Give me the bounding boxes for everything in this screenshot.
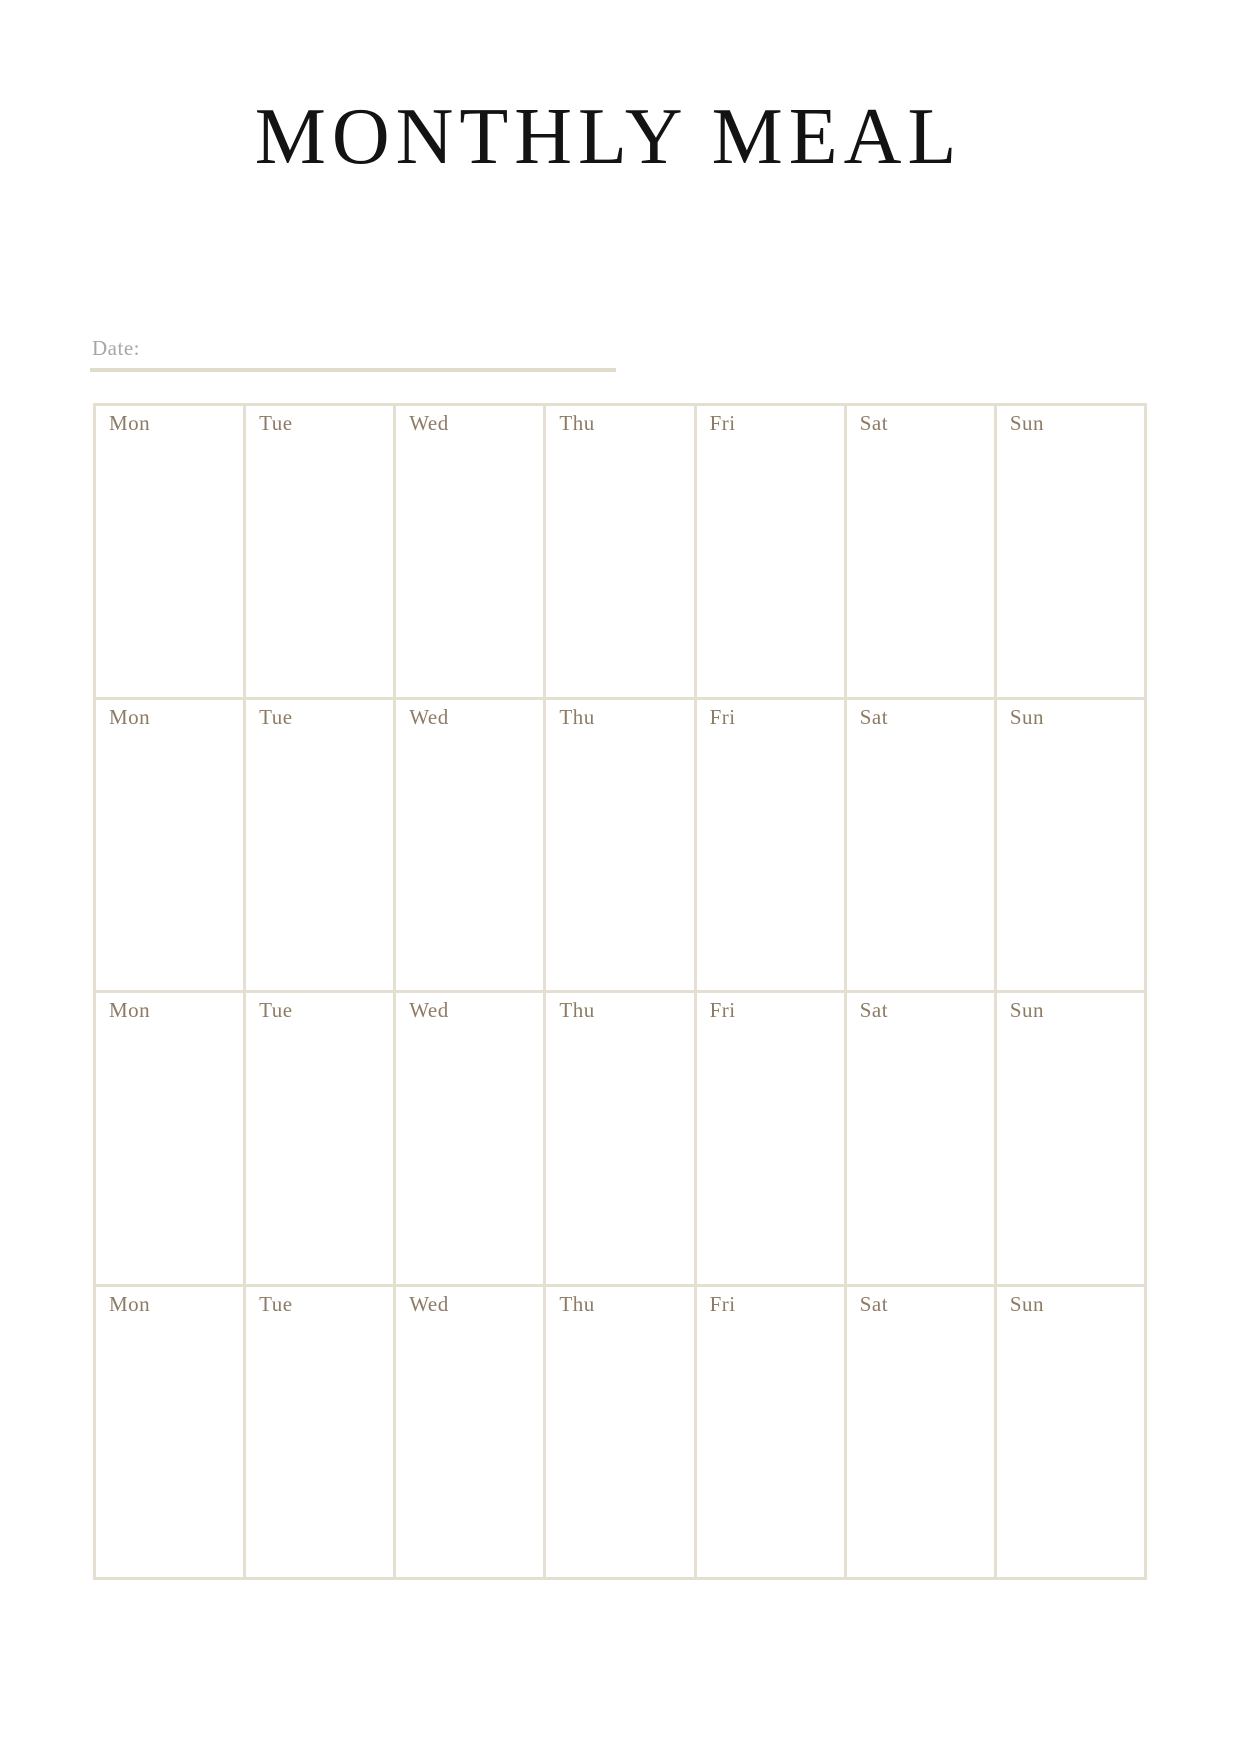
day-cell-week2-wed[interactable] [396,700,543,991]
day-label-thu: Thu [559,1291,595,1316]
day-cell-week2-fri[interactable] [697,700,844,991]
date-label: Date: [92,336,140,360]
day-cell-week3-thu[interactable] [546,993,693,1284]
day-cell-week1-sun[interactable] [997,406,1144,697]
meal-calendar-grid [93,403,1147,1580]
day-label-thu: Thu [559,998,595,1022]
day-label-sun: Sun [1009,704,1045,729]
day-cell-week2-sun[interactable] [997,700,1144,991]
day-cell-week3-mon[interactable] [96,993,243,1284]
day-label-fri: Fri [709,1291,736,1316]
day-cell-week1-thu[interactable] [546,406,693,697]
day-label-fri: Fri [709,411,736,435]
day-cell-week1-tue[interactable] [246,406,393,697]
day-cell-week4-wed[interactable] [396,1287,543,1578]
day-label-mon: Mon [109,1291,151,1316]
date-input-line[interactable] [90,368,616,372]
day-label-sat: Sat [859,1291,889,1316]
day-cell-week3-sat[interactable] [847,993,994,1284]
day-cell-week2-mon[interactable] [96,700,243,991]
day-label-thu: Thu [559,411,595,435]
day-cell-week1-mon[interactable] [96,406,243,697]
day-cell-week3-fri[interactable] [697,993,844,1284]
day-cell-week4-mon[interactable] [96,1287,243,1578]
day-label-sat: Sat [859,411,889,435]
day-label-tue: Tue [259,998,293,1022]
day-label-thu: Thu [559,704,595,729]
day-cell-week2-thu[interactable] [546,700,693,991]
day-cell-week3-sun[interactable] [997,993,1144,1284]
day-cell-week4-sat[interactable] [847,1287,994,1578]
day-label-wed: Wed [409,704,449,729]
day-cell-week1-sat[interactable] [847,406,994,697]
day-cell-week3-wed[interactable] [396,993,543,1284]
day-label-tue: Tue [259,1291,293,1316]
day-cell-week2-tue[interactable] [246,700,393,991]
day-label-sat: Sat [859,998,889,1022]
day-label-mon: Mon [109,704,151,729]
day-label-mon: Mon [109,998,151,1022]
day-label-fri: Fri [709,704,736,729]
day-label-tue: Tue [259,704,293,729]
day-cell-week2-sat[interactable] [847,700,994,991]
day-label-wed: Wed [409,411,449,435]
page-title: MONTHLY MEAL [254,93,963,181]
day-label-mon: Mon [109,411,151,435]
day-cell-week1-wed[interactable] [396,406,543,697]
day-label-fri: Fri [709,998,736,1022]
day-cell-week4-fri[interactable] [697,1287,844,1578]
day-label-wed: Wed [409,998,449,1022]
day-label-sun: Sun [1009,411,1045,435]
day-cell-week1-fri[interactable] [697,406,844,697]
day-label-tue: Tue [259,411,293,435]
day-cell-week4-thu[interactable] [546,1287,693,1578]
day-label-sun: Sun [1009,998,1045,1022]
day-cell-week4-tue[interactable] [246,1287,393,1578]
day-label-wed: Wed [409,1291,449,1316]
day-label-sun: Sun [1009,1291,1045,1316]
day-label-sat: Sat [859,704,889,729]
day-cell-week4-sun[interactable] [997,1287,1144,1578]
day-cell-week3-tue[interactable] [246,993,393,1284]
